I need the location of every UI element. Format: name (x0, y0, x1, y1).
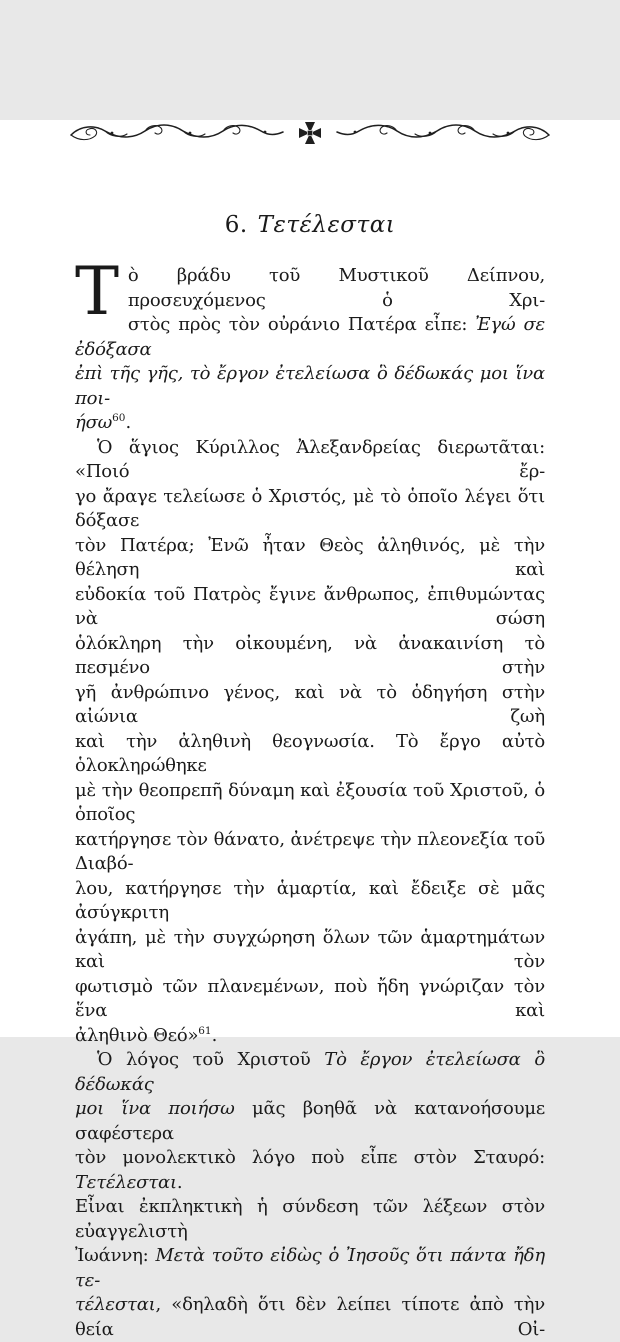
text-line (75, 828, 545, 877)
text-run: . (211, 1024, 218, 1046)
footnote-ref: 61 (198, 1024, 212, 1037)
text-line (75, 1146, 545, 1195)
text-line (75, 313, 545, 362)
text-line (75, 1048, 545, 1097)
text-run: γο ἄραγε τελείωσε ὁ Χριστός, μὲ τὸ ὁποῖο λέγει ὅτι δόξασε (75, 485, 545, 531)
text-line (75, 632, 545, 681)
text-run: λου, κατήργησε τὴν ἁμαρτία, καὶ ἔδειξε σὲ μᾶς ἀσύγκριτη (75, 877, 545, 923)
text-line (75, 1097, 545, 1146)
book-page (0, 120, 620, 1340)
text-line (75, 1244, 545, 1293)
text-run: Ἐγώ σε ἐδόξασα (75, 314, 545, 360)
text-run: Ἰωάννη: (75, 1245, 156, 1266)
text-run: Τετέλεσται (75, 1171, 177, 1193)
chapter-title (0, 212, 620, 238)
text-line (75, 436, 545, 485)
text-run: στὸς πρὸς τὸν οὐράνιο Πατέρα εἶπε: (127, 314, 476, 335)
text-run: ἀγάπη, μὲ τὴν συγχώρηση ὅλων τῶν ἁμαρτημάτων καὶ τὸν (75, 926, 545, 972)
text-run: τὸν μονολεκτικὸ λόγο ποὺ εἶπε στὸν Σταυρό: (75, 1147, 545, 1168)
text-line (75, 975, 545, 1024)
paragraph (75, 1048, 545, 1342)
text-run: ὁλόκληρη τὴν οἰκουμένη, νὰ ἀνακαινίση τὸ πεσμένο στὴν (75, 632, 545, 678)
text-line (75, 926, 545, 975)
text-run: , «δηλαδὴ ὅτι δὲν λείπει τίποτε ἀπὸ τὴν θεία Οἰ- (75, 1294, 545, 1340)
text-run: Ὁ ἅγιος Κύριλλος Ἀλεξανδρείας διερωτᾶται: «Ποιό ἔρ- (75, 436, 545, 482)
text-line (75, 485, 545, 534)
text-line (75, 1024, 545, 1049)
text-line (75, 730, 545, 779)
text-run: . (125, 412, 131, 433)
text-run: Ὁ λόγος τοῦ Χριστοῦ (97, 1049, 325, 1070)
text-line (75, 534, 545, 583)
text-run: τέλεσται (75, 1294, 156, 1315)
text-run: μὲ τὴν θεοπρεπῆ δύναμη καὶ ἐξουσία τοῦ Χριστοῦ, ὁ ὁποῖος (75, 779, 545, 825)
text-line (75, 583, 545, 632)
text-run: μοι ἵνα ποιήσω (75, 1098, 235, 1119)
text-run: Τὸ ἔργον ἐτελείωσα ὃ δέδωκάς (75, 1049, 545, 1095)
text-line (75, 1293, 545, 1342)
text-run: εὐδοκία τοῦ Πατρὸς ἔγινε ἄνθρωπος, ἐπιθυμώντας νὰ σώση (75, 583, 545, 629)
text-run: καὶ τὴν ἀληθινὴ θεογνωσία. Τὸ ἔργο αὐτὸ ὁλοκληρώθηκε (75, 730, 545, 776)
body-text (75, 253, 545, 1342)
text-line (75, 411, 545, 436)
text-run: ὸ βράδυ τοῦ Μυστικοῦ Δείπνου, προσευχόμενος ὁ Χρι- (127, 265, 545, 311)
text-line (75, 681, 545, 730)
footnote-ref: 60 (112, 412, 126, 424)
text-run: κατήργησε τὸν θάνατο, ἀνέτρεψε τὴν πλεονεξία τοῦ Διαβό- (75, 828, 545, 874)
text-run: γῆ ἀνθρώπινο γένος, καὶ νὰ τὸ ὁδηγήση στὴν αἰώνια ζωὴ (75, 681, 545, 727)
chapter-number: 6. (224, 212, 248, 238)
text-run: ἀληθινὸ Θεό» (75, 1024, 199, 1046)
text-run: Εἶναι ἐκπληκτικὴ ἡ σύνδεση τῶν λέξεων στὸν εὐαγγελιστὴ (75, 1196, 545, 1242)
text-run: . (176, 1171, 183, 1193)
drop-cap: Τ (75, 253, 119, 330)
text-run: ήσω (75, 412, 113, 433)
text-run: τὸν Πατέρα; Ἐνῶ ἦταν Θεὸς ἀληθινός, μὲ τὴν θέληση καὶ (75, 534, 545, 580)
header-ornament (65, 120, 555, 150)
cross-icon (299, 122, 321, 144)
text-line (75, 779, 545, 828)
text-line (75, 877, 545, 926)
text-run: Μετὰ τοῦτο εἰδὼς ὁ Ἰησοῦς ὅτι πάντα ἤδη τε- (75, 1245, 545, 1291)
text-run: μᾶς βοηθᾶ νὰ κατανοήσουμε σαφέστερα (75, 1098, 545, 1144)
ornament-band (65, 120, 555, 146)
text-line (75, 1195, 545, 1244)
text-line (75, 362, 545, 411)
paragraph (75, 253, 545, 436)
paragraph (75, 436, 545, 1049)
text-run: φωτισμὸ τῶν πλανεμένων, ποὺ ἤδη γνώριζαν τὸν ἕνα καὶ (75, 975, 545, 1021)
text-run: ἐπὶ τῆς γῆς, τὸ ἔργον ἐτελείωσα ὃ δέδωκάς μοι ἵνα ποι- (75, 363, 545, 409)
chapter-name: Τετέλεσται (257, 212, 396, 238)
